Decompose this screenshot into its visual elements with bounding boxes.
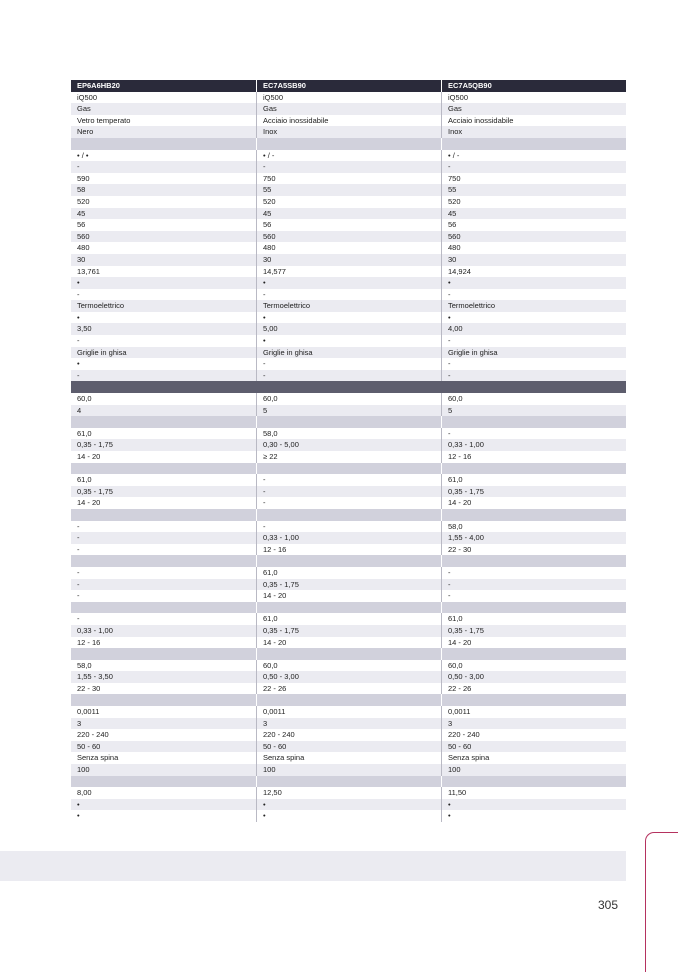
table-row [71,370,626,382]
table-cell: • [441,799,626,811]
table-row [71,277,626,289]
table-cell: Griglie in ghisa [77,347,127,357]
table-cell [71,138,256,150]
table-row [71,486,626,498]
table-row [71,92,626,104]
table-cell [256,648,441,660]
table-row [71,451,626,463]
table-row [71,741,626,753]
table-cell: 56 [441,219,626,231]
table-cell [71,555,256,567]
table-row [71,393,626,405]
table-row [71,289,626,301]
table-cell: - [77,567,80,577]
table-row [71,126,626,138]
table-cell: Acciaio inossidabile [441,115,626,127]
table-cell: • [256,312,441,324]
table-cell: 60,0 [256,393,441,405]
table-cell: 0,0011 [256,706,441,718]
table-cell: 14,924 [441,266,626,278]
table-cell: Griglie in ghisa [441,347,626,359]
table-cell: - [77,521,80,531]
table-cell: Senza spina [441,752,626,764]
table-cell: 56 [77,220,86,230]
table-cell: 30 [256,254,441,266]
table-cell: - [256,474,441,486]
table-row [71,671,626,683]
table-body [71,92,626,822]
table-cell [441,694,626,706]
table-row [71,358,626,370]
table-cell [71,463,256,475]
table-cell: 55 [441,184,626,196]
table-cell [441,416,626,428]
table-row [71,764,626,776]
table-row [71,810,626,822]
section-divider-row [71,416,626,428]
table-cell: • [256,335,441,347]
table-row [71,787,626,799]
table-cell: 220 - 240 [256,729,441,741]
table-cell [256,602,441,614]
table-cell: • [256,810,441,822]
table-cell: 45 [441,208,626,220]
table-cell: 0,35 - 1,75 [256,579,441,591]
table-cell: 60,0 [441,393,626,405]
table-cell: 100 [441,764,626,776]
table-cell: - [441,428,626,440]
table-cell: - [441,370,626,382]
section-divider-row [71,138,626,150]
column-header: EP6A6HB20 [77,81,120,90]
table-cell: 5 [441,405,626,417]
table-row [71,625,626,637]
table-row [71,613,626,625]
table-row [71,323,626,335]
table-cell [256,776,441,788]
table-cell [441,381,626,393]
table-row [71,799,626,811]
table-cell: • [77,278,80,288]
table-row [71,474,626,486]
table-cell: 750 [441,173,626,185]
table-cell: 12 - 16 [256,544,441,556]
table-cell: 61,0 [77,428,92,438]
table-cell [256,694,441,706]
table-row [71,439,626,451]
section-divider-row [71,602,626,614]
table-cell: Gas [256,103,441,115]
table-cell: 5 [256,405,441,417]
table-cell: 480 [441,242,626,254]
table-cell: ≥ 22 [256,451,441,463]
table-cell: 0,35 - 1,75 [256,625,441,637]
table-cell: Acciaio inossidabile [256,115,441,127]
table-row [71,544,626,556]
table-cell: 13,761 [77,266,100,276]
accent-tab-outline [645,832,678,972]
section-divider-row [71,509,626,521]
table-cell: 50 - 60 [441,741,626,753]
table-cell: Gas [441,103,626,115]
table-cell: iQ500 [256,92,441,104]
table-cell: 14 - 20 [441,637,626,649]
table-cell: 61,0 [77,475,92,485]
table-cell: iQ500 [77,92,98,102]
table-cell: - [256,358,441,370]
table-cell: 50 - 60 [256,741,441,753]
table-cell [71,648,256,660]
table-cell: - [77,544,80,554]
table-cell: 4 [77,405,82,415]
table-row [71,242,626,254]
table-cell [441,463,626,475]
table-cell: • [77,312,80,322]
table-row [71,254,626,266]
table-row [71,683,626,695]
table-cell: 480 [256,242,441,254]
table-cell: 3 [441,718,626,730]
table-cell: - [77,579,80,589]
table-cell: 61,0 [256,613,441,625]
table-cell: 0,35 - 1,75 [77,486,113,496]
table-row [71,184,626,196]
table-cell: - [441,590,626,602]
table-cell [441,138,626,150]
table-row [71,300,626,312]
table-cell: 14 - 20 [77,498,101,508]
table-cell: 12,50 [256,787,441,799]
table-cell: Vetro temperato [77,115,131,125]
table-cell: 220 - 240 [77,730,109,740]
table-cell: 590 [77,173,90,183]
table-cell: - [256,370,441,382]
table-cell: - [441,579,626,591]
table-cell: 520 [256,196,441,208]
table-cell: 100 [77,765,90,775]
table-cell: 14 - 20 [441,497,626,509]
table-cell: 0,33 - 1,00 [256,532,441,544]
table-row [71,173,626,185]
table-cell: 55 [256,184,441,196]
table-cell [71,381,256,393]
table-cell: 8,00 [77,788,92,798]
table-cell: 14 - 20 [256,637,441,649]
table-cell: - [77,336,80,346]
table-cell: 0,30 - 5,00 [256,439,441,451]
table-cell: Inox [441,126,626,138]
spec-table [71,80,626,822]
table-cell: 480 [77,243,90,253]
table-cell: 0,0011 [77,707,100,717]
table-cell: - [77,614,80,624]
table-row [71,590,626,602]
table-cell [256,138,441,150]
table-cell: 45 [77,208,86,218]
footer-band [0,851,626,881]
table-cell: 50 - 60 [77,741,101,751]
table-cell [256,509,441,521]
page-number: 305 [598,898,619,912]
table-row [71,335,626,347]
section-divider-row [71,776,626,788]
table-cell: - [441,358,626,370]
table-row [71,579,626,591]
table-cell: 0,33 - 1,00 [77,625,113,635]
table-cell: - [256,497,441,509]
table-cell: 58 [77,185,86,195]
table-cell: 60,0 [256,660,441,672]
table-cell: Senza spina [77,753,119,763]
table-cell: 22 - 30 [77,683,101,693]
table-cell [71,694,256,706]
table-cell: • [441,277,626,289]
table-cell: 1,55 - 3,50 [77,672,113,682]
column-header: EC7A5SB90 [256,80,441,92]
table-row [71,231,626,243]
table-cell: 0,35 - 1,75 [441,486,626,498]
table-cell: - [441,335,626,347]
table-cell: 61,0 [441,474,626,486]
table-row [71,312,626,324]
table-cell: - [256,521,441,533]
table-cell [71,416,256,428]
table-cell [441,648,626,660]
table-row [71,161,626,173]
table-cell [256,555,441,567]
table-cell [441,776,626,788]
table-cell: 3 [256,718,441,730]
table-cell: 560 [77,231,90,241]
table-cell [256,463,441,475]
table-row [71,567,626,579]
table-cell: 520 [441,196,626,208]
table-row [71,219,626,231]
table-row [71,532,626,544]
table-cell: 0,50 - 3,00 [441,671,626,683]
table-cell: • / - [256,150,441,162]
table-cell: 60,0 [441,660,626,672]
table-cell: iQ500 [441,92,626,104]
table-cell: Nero [77,127,94,137]
section-divider-row [71,555,626,567]
table-cell: 560 [256,231,441,243]
column-header: EC7A5QB90 [441,80,626,92]
table-row [71,706,626,718]
table-cell: 22 - 26 [441,683,626,695]
table-cell: 3 [77,718,82,728]
table-row [71,115,626,127]
table-cell: Gas [77,104,91,114]
table-cell: 58,0 [256,428,441,440]
table-cell: 14 - 20 [256,590,441,602]
table-row [71,637,626,649]
table-cell: • [441,810,626,822]
table-cell: 12 - 16 [77,637,101,647]
table-cell: 58,0 [77,660,92,670]
table-row [71,405,626,417]
table-cell [441,555,626,567]
table-cell: 5,00 [256,323,441,335]
table-cell: 12 - 16 [441,451,626,463]
table-cell: - [256,161,441,173]
table-cell: • [77,799,80,809]
table-cell: Termoelettrico [256,300,441,312]
table-cell: 520 [77,196,90,206]
table-cell: 22 - 30 [441,544,626,556]
table-row [71,266,626,278]
table-cell: 60,0 [77,394,92,404]
table-cell: 0,33 - 1,00 [441,439,626,451]
table-cell: Termoelettrico [77,301,125,311]
table-cell: 30 [441,254,626,266]
table-cell: - [441,161,626,173]
table-cell: 100 [256,764,441,776]
table-cell: • [256,799,441,811]
table-cell: 750 [256,173,441,185]
table-cell [71,602,256,614]
table-cell: • [441,312,626,324]
table-cell [256,416,441,428]
table-cell: 61,0 [256,567,441,579]
table-cell: 14 - 20 [77,452,101,461]
table-row [71,718,626,730]
table-cell: - [77,289,80,299]
table-cell: 56 [256,219,441,231]
table-cell: 14,577 [256,266,441,278]
table-cell: 0,35 - 1,75 [77,440,113,450]
table-cell: 220 - 240 [441,729,626,741]
section-divider-row [71,381,626,393]
table-cell: - [77,533,80,543]
table-cell: - [256,289,441,301]
table-row [71,347,626,359]
table-cell: 3,50 [77,324,92,334]
table-row [71,208,626,220]
table-cell: 0,35 - 1,75 [441,625,626,637]
table-row [71,196,626,208]
table-cell: • / - [441,150,626,162]
table-row [71,497,626,509]
table-row [71,660,626,672]
table-cell: • [77,811,80,821]
table-row [71,521,626,533]
table-cell [441,602,626,614]
table-cell: - [256,486,441,498]
table-cell: - [441,289,626,301]
table-cell: 58,0 [441,521,626,533]
table-cell: Inox [256,126,441,138]
table-cell: 4,00 [441,323,626,335]
table-cell: 45 [256,208,441,220]
table-cell: - [77,370,80,380]
table-cell [71,776,256,788]
table-cell: 11,50 [441,787,626,799]
table-cell: 1,55 - 4,00 [441,532,626,544]
table-row [71,103,626,115]
section-divider-row [71,694,626,706]
table-cell: • [256,277,441,289]
table-row [71,428,626,440]
table-cell: • [77,359,80,369]
table-cell: 0,0011 [441,706,626,718]
section-divider-row [71,463,626,475]
table-cell [71,509,256,521]
table-row [71,752,626,764]
table-row [71,150,626,162]
table-cell: - [441,567,626,579]
table-cell: Senza spina [256,752,441,764]
table-header-row [71,80,626,92]
section-divider-row [71,648,626,660]
table-cell: Griglie in ghisa [256,347,441,359]
table-cell: 22 - 26 [256,683,441,695]
table-cell: - [77,591,80,601]
table-cell: 30 [77,254,86,264]
table-cell: 560 [441,231,626,243]
table-cell: 0,50 - 3,00 [256,671,441,683]
table-cell: - [77,162,80,172]
table-cell: 61,0 [441,613,626,625]
table-cell: Termoelettrico [441,300,626,312]
table-cell [441,509,626,521]
table-cell [256,381,441,393]
table-row [71,729,626,741]
table-cell: • / • [77,150,89,160]
